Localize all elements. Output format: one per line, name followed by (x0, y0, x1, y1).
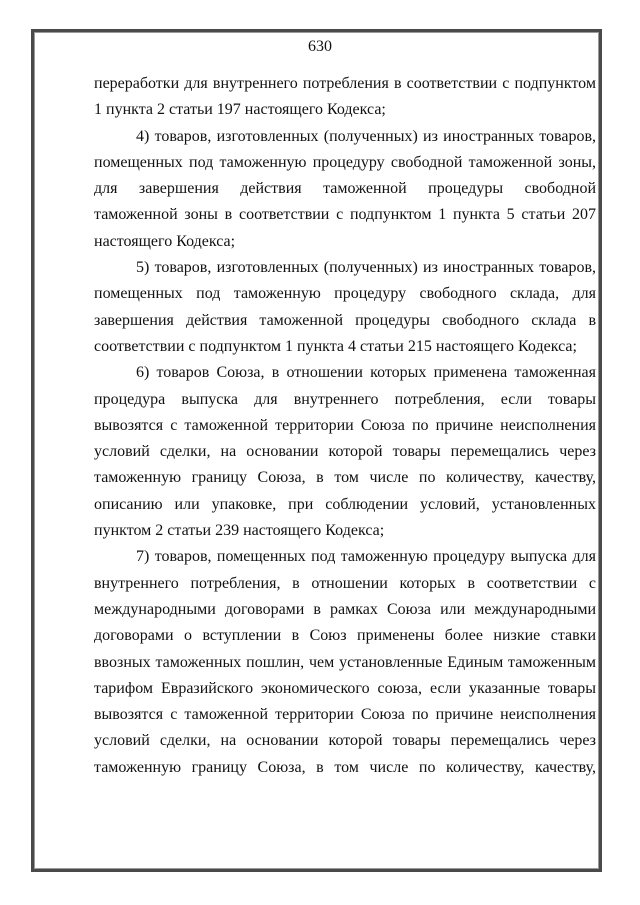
paragraph-item-7: 7) товаров, помещенных под таможенную процедуру выпуска для внутреннего потребления, в отношении которых в соответствии с международными договорами в рамках Союза или международными договорами о вступлении в Союз применены более низкие ставки ввозных таможенных пошлин, чем установленные Единым таможенным тарифом Евразийского экономического союза, если указанные товары вывозятся с таможенной территории Союза по причине неисполнения условий сделки, на основании которой товары перемещались через таможенную границу Союза, в том числе по количеству, качеству, (94, 548, 596, 776)
paragraph-continuation: переработки для внутреннего потребления в соответствии с подпунктом 1 пункта 2 статьи 197 настоящего Кодекса; (94, 75, 596, 119)
page-number: 630 (308, 38, 332, 55)
paragraph-item-6: 6) товаров Союза, в отношении которых применена таможенная процедура выпуска для внутреннего потребления, если товары вывозятся с таможенной территории Союза по причине неисполнения условий сделки, на основании которой товары перемещались через таможенную границу Союза, в том числе по количеству, качеству, описанию или упаковке, при соблюдении условий, установленных пунктом 2 статьи 239 настоящего Кодекса; (94, 364, 596, 540)
document-body (94, 71, 596, 781)
paragraph-item-4: 4) товаров, изготовленных (полученных) из иностранных товаров, помещенных под таможенную процедуру свободной таможенной зоны, для завершения действия таможенной процедуры свободной таможенной зоны в соответствии с подпунктом 1 пункта 5 статьи 207 настоящего Кодекса; (94, 127, 596, 250)
paragraph-item-5: 5) товаров, изготовленных (полученных) из иностранных товаров, помещенных под таможенную процедуру свободного склада, для завершения действия таможенной процедуры свободного склада в соответствии с подпунктом 1 пункта 4 статьи 215 настоящего Кодекса; (94, 259, 596, 355)
